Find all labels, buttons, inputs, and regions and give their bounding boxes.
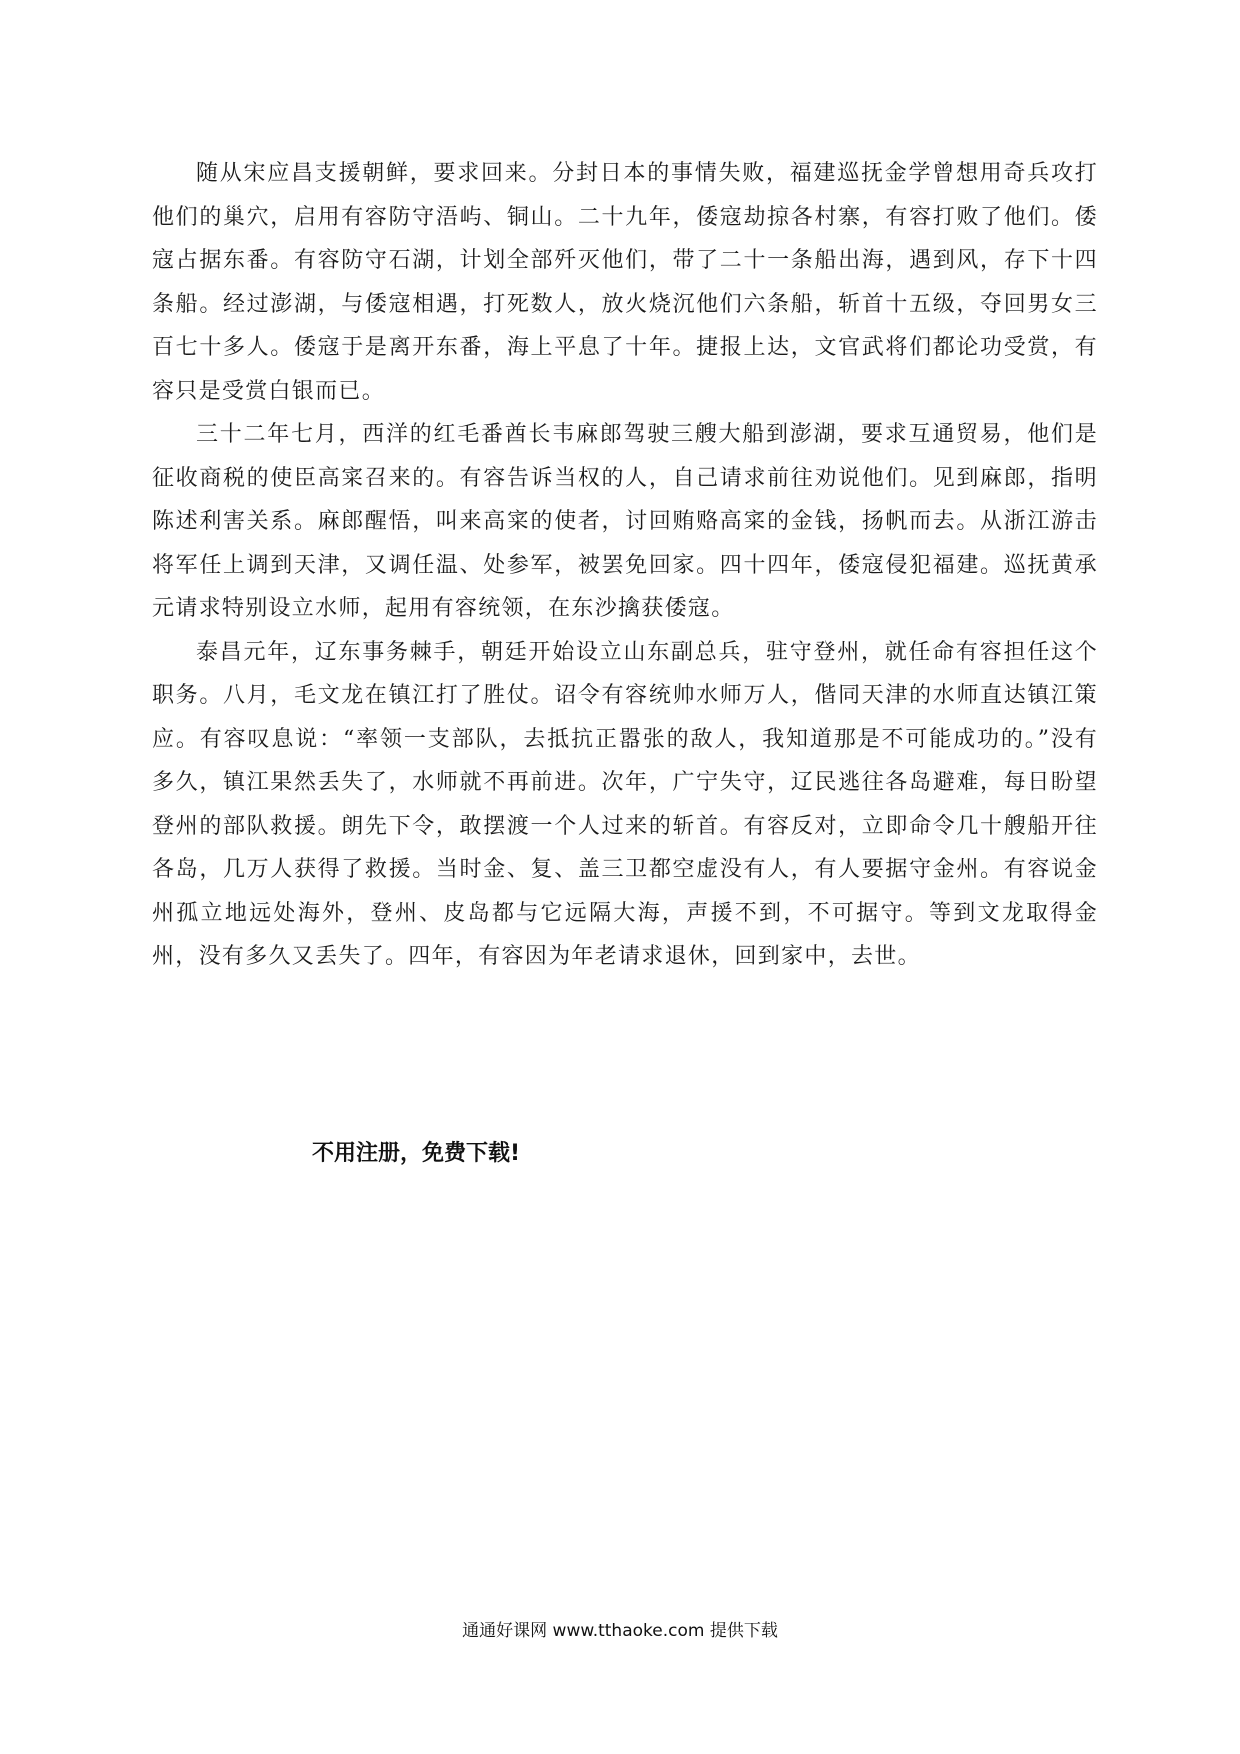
article-body	[152, 152, 1098, 979]
paragraph-3: 泰昌元年，辽东事务棘手，朝廷开始设立山东副总兵，驻守登州，就任命有容担任这个职务。八月，毛文龙在镇江打了胜仗。诏令有容统帅水师万人，偕同天津的水师直达镇江策应。有容叹息说：“率领一支部队，去抵抗正嚣张的敌人，我知道那是不可能成功的。”没有多久，镇江果然丢失了，水师就不再前进。次年，广宁失守，辽民逃往各岛避难，每日盼望登州的部队救援。朗先下令，敢摆渡一个人过来的斩首。有容反对，立即命令几十艘船开往各岛，几万人获得了救援。当时金、复、盖三卫都空虚没有人，有人要据守金州。有容说金州孤立地远处海外，登州、皮岛都与它远隔大海，声援不到，不可据守。等到文龙取得金州，没有多久又丢失了。四年，有容因为年老请求退休，回到家中，去世。	[152, 639, 1098, 969]
page-footer: 通通好课网 www.tthaoke.com 提供下载	[462, 1621, 778, 1641]
paragraph-2: 三十二年七月，西洋的红毛番酋长韦麻郎驾驶三艘大船到澎湖，要求互通贸易，他们是征收商税的使臣高寀召来的。有容告诉当权的人，自己请求前往劝说他们。见到麻郎，指明陈述利害关系。麻郎醒悟，叫来高寀的使者，讨回贿赂高寀的金钱，扬帆而去。从浙江游击将军任上调到天津，又调任温、处参军，被罢免回家。四十四年，倭寇侵犯福建。巡抚黄承元请求特别设立水师，起用有容统领，在东沙擒获倭寇。	[152, 422, 1098, 621]
paragraph-1: 随从宋应昌支援朝鲜，要求回来。分封日本的事情失败，福建巡抚金学曾想用奇兵攻打他们的巢穴，启用有容防守浯屿、铜山。二十九年，倭寇劫掠各村寨，有容打败了他们。倭寇占据东番。有容防守石湖，计划全部歼灭他们，带了二十一条船出海，遇到风，存下十四条船。经过澎湖，与倭寇相遇，打死数人，放火烧沉他们六条船，斩首十五级，夺回男女三百七十多人。倭寇于是离开东番，海上平息了十年。捷报上达，文官武将们都论功受赏，有容只是受赏白银而已。	[152, 161, 1098, 404]
free-download-notice: 不用注册，免费下载!	[312, 1141, 521, 1166]
